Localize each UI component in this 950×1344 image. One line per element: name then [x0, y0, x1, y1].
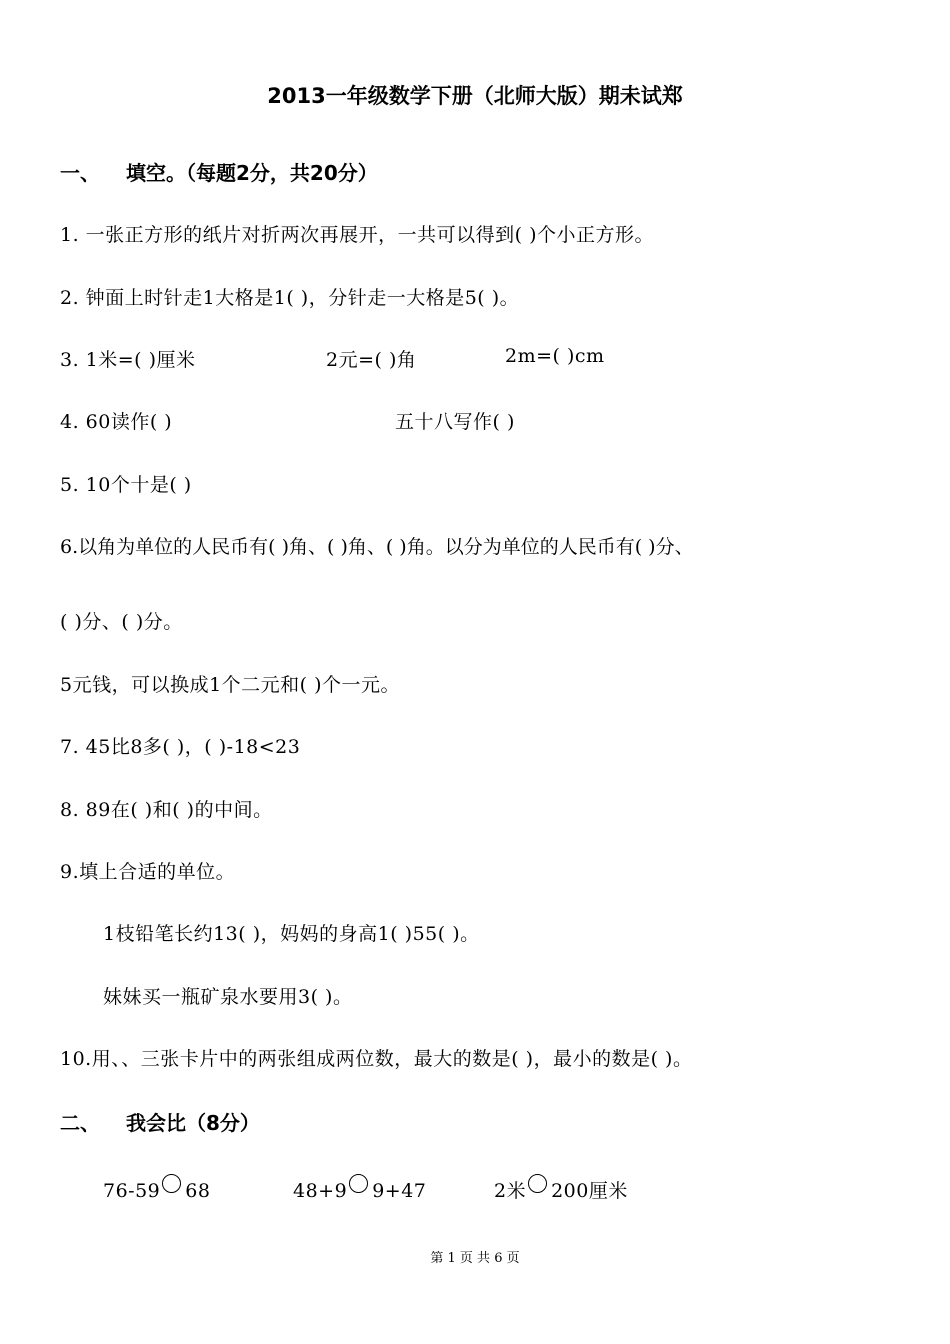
question-9-line-2: 1枝铅笔长约13( )，妈妈的身高1( )55( )。 [103, 923, 480, 945]
compare-item [494, 1174, 628, 1203]
question-7: 7. 45比8多( )，( )-18<23 [60, 736, 301, 758]
compare-right: 200厘米 [551, 1180, 628, 1202]
question-1: 1. 一张正方形的纸片对折两次再展开，一共可以得到( )个小正方形。 [60, 224, 655, 246]
comparison-circle-icon[interactable] [528, 1174, 547, 1193]
question-3-c: 2m=( )cm [505, 345, 605, 367]
section-1-heading [60, 157, 378, 186]
question-6-line-3: 5元钱，可以换成1个二元和( )个一元。 [60, 674, 401, 696]
compare-right: 68 [185, 1180, 211, 1202]
question-9: 9.填上合适的单位。 [60, 861, 236, 883]
section-1-number: 一、 [60, 161, 100, 185]
section-1-title: 填空。（每题2分，共20分） [126, 161, 378, 185]
question-9-line-3: 妹妹买一瓶矿泉水要用3( )。 [103, 986, 353, 1008]
page-title: 2013一年级数学下册（北师大版）期未试郑 [267, 84, 683, 108]
question-6-line-1: 6.以角为单位的人民币有( )角、( )角、( )角。以分为单位的人民币有( )分、 [60, 536, 694, 558]
question-3-a: 3. 1米=( )厘米 [60, 349, 196, 371]
compare-left: 76-59 [103, 1180, 161, 1202]
comparison-circle-icon[interactable] [349, 1174, 368, 1193]
compare-right: 9+47 [372, 1180, 427, 1202]
question-5: 5. 10个十是( ) [60, 474, 192, 496]
comparison-circle-icon[interactable] [162, 1174, 181, 1193]
question-2: 2. 钟面上时针走1大格是1( )，分针走一大格是5( )。 [60, 287, 520, 309]
question-10: 10.用、、三张卡片中的两张组成两位数，最大的数是( )，最小的数是( )。 [60, 1048, 693, 1070]
question-3-b: 2元=( )角 [326, 349, 417, 371]
section-2-title: 我会比（8分） [126, 1111, 260, 1135]
compare-item [103, 1174, 210, 1202]
compare-left: 2米 [494, 1180, 527, 1202]
compare-item [293, 1174, 426, 1202]
question-8: 8. 89在( )和( )的中间。 [60, 799, 273, 821]
question-6-line-2: ( )分、( )分。 [60, 611, 183, 633]
compare-left: 48+9 [293, 1180, 348, 1202]
question-4-b: 五十八写作( ) [395, 411, 515, 433]
question-4-a: 4. 60读作( ) [60, 411, 173, 433]
page-footer: 第 1 页 共 6 页 [430, 1251, 520, 1266]
section-2-heading [60, 1107, 260, 1136]
section-2-number: 二、 [60, 1111, 100, 1135]
